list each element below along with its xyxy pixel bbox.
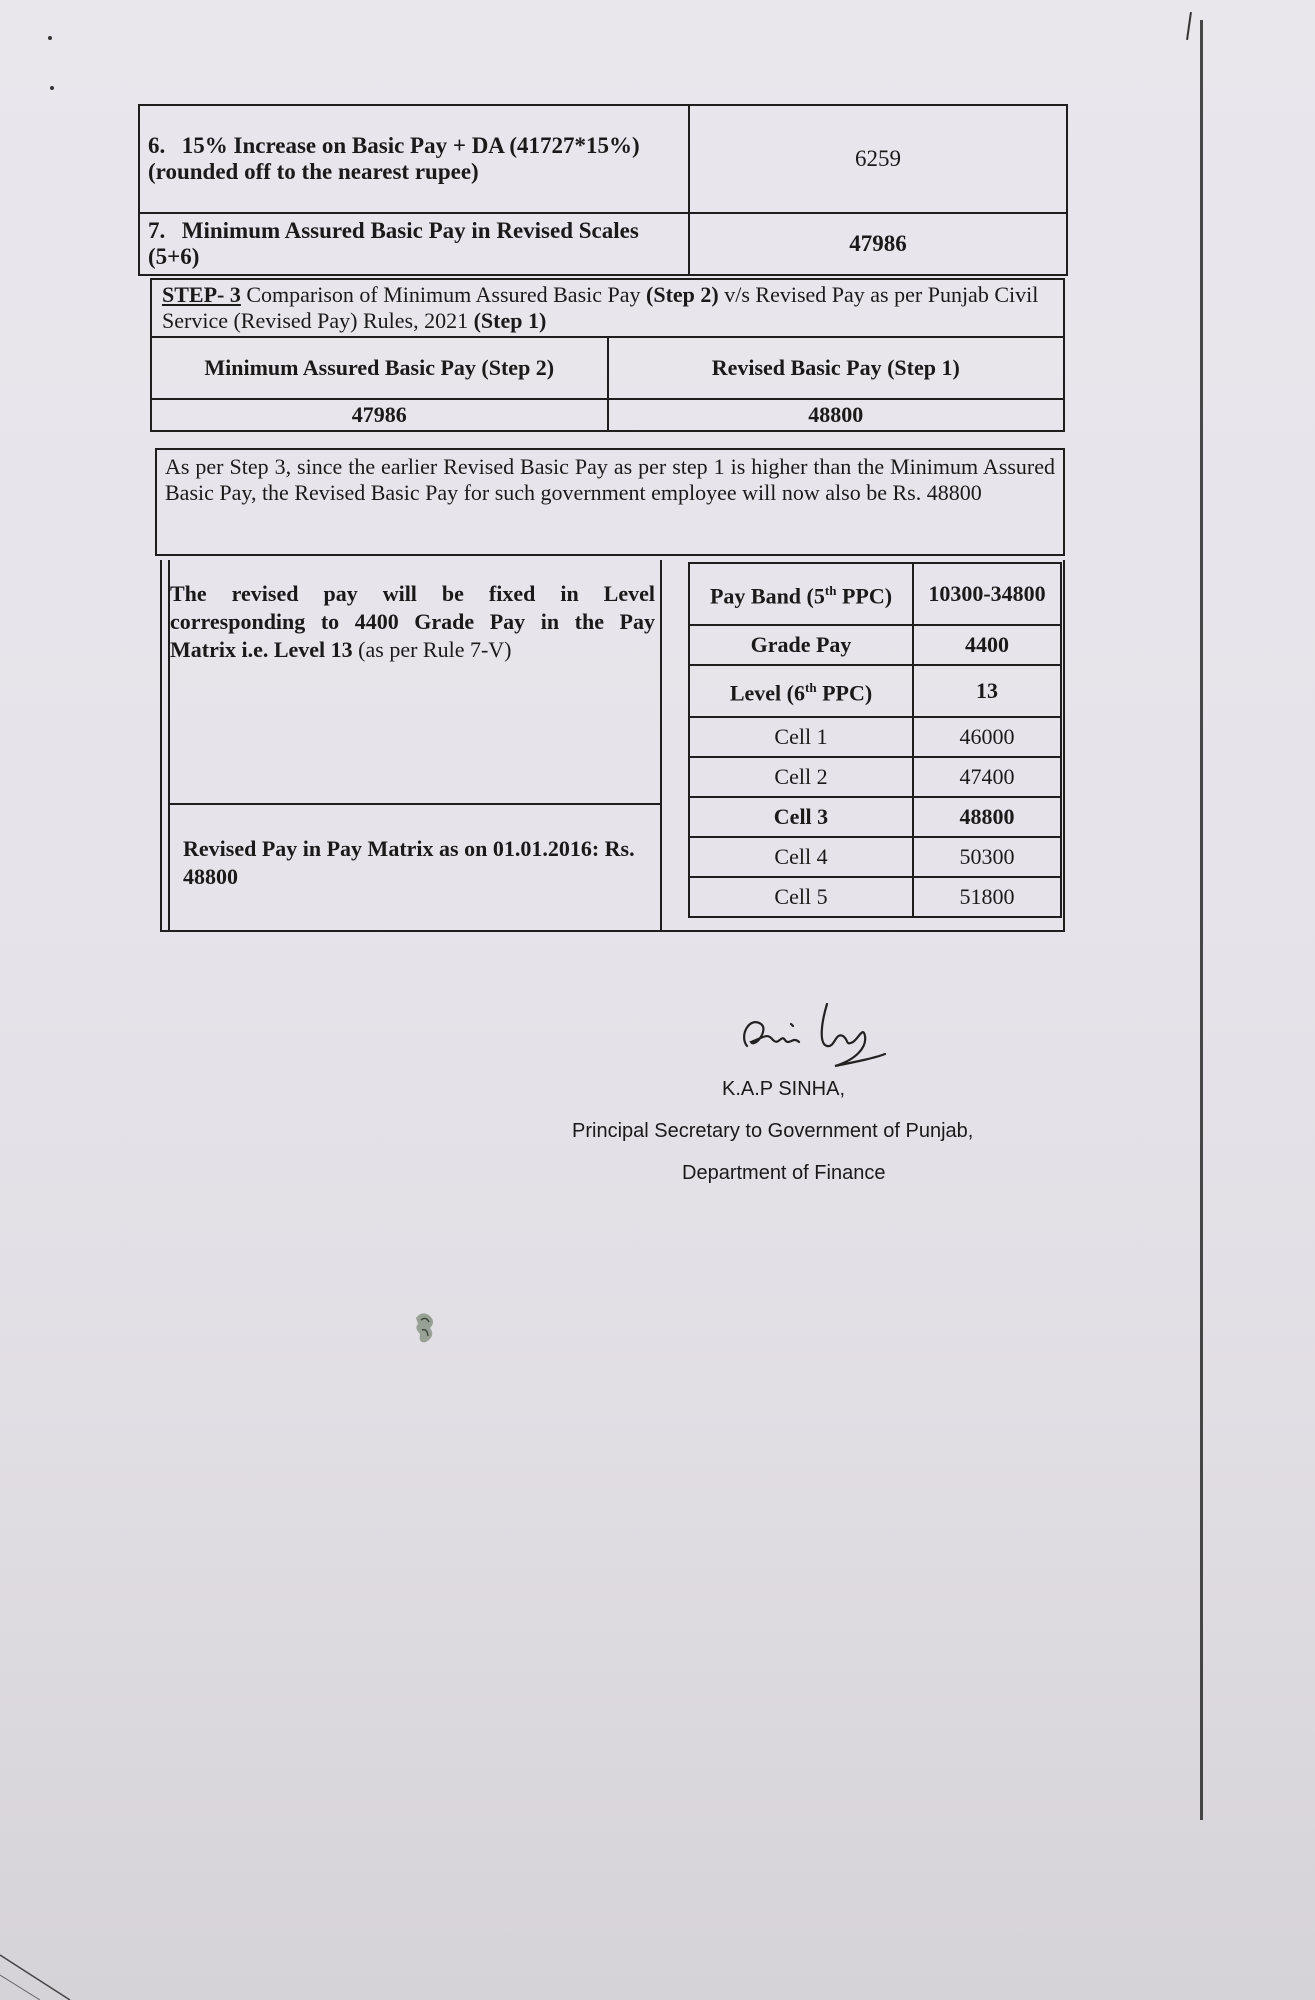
table-row (151, 399, 1064, 431)
cell-label: Cell 4 (689, 837, 913, 877)
fixation-divider (168, 803, 662, 805)
table-row (689, 837, 1061, 877)
signatory-title: Principal Secretary to Government of Punjab, (572, 1120, 974, 1142)
page-edge-line (1200, 20, 1203, 1820)
table-row (689, 625, 1061, 665)
fixation-statement: The revised pay will be fixed in Level corresponding to 4400 Grade Pay in the Pay Matrix i.e. Level 13 (170, 581, 655, 662)
pay-band-value: 10300-34800 (913, 563, 1061, 625)
level-value: 13 (913, 665, 1061, 717)
speck (48, 36, 52, 40)
step-label-cell (139, 213, 689, 275)
cell-value: 48800 (913, 797, 1061, 837)
cell-value: 51800 (913, 877, 1061, 917)
step-number: 6. (148, 133, 166, 158)
page-edge-mark (1186, 12, 1192, 40)
pay-steps-table (138, 104, 1068, 276)
min-assured-value: 47986 (151, 399, 608, 431)
table-row (689, 797, 1061, 837)
step-label: 15% Increase on Basic Pay + DA (41727*15%) (rounded off to the nearest rupee) (148, 133, 640, 184)
table-row (689, 665, 1061, 717)
step3-caption (151, 279, 1064, 337)
cell-value: 46000 (913, 717, 1061, 757)
table-row (689, 757, 1061, 797)
grade-pay-label: Grade Pay (689, 625, 913, 665)
pay-matrix-table (688, 562, 1062, 918)
speck (50, 86, 54, 90)
ink-smudge (412, 1310, 438, 1346)
fixation-text (170, 580, 655, 664)
caption-part: v/s Revised Pay as per Punjab Civil Service (Revised Pay) Rules, 2021 (162, 282, 1039, 333)
step3-comparison-table (150, 278, 1065, 432)
signatory-department: Department of Finance (682, 1162, 886, 1184)
signature-image (735, 996, 895, 1074)
caption-part: (Step 1) (473, 308, 547, 333)
level-label: Level (6th PPC) (689, 665, 913, 717)
step-label-cell (139, 105, 689, 213)
caption-part: (Step 2) (646, 282, 719, 307)
cell-label: Cell 5 (689, 877, 913, 917)
step3-heading: STEP- 3 (162, 282, 241, 307)
table-row (139, 213, 1067, 275)
table-row (151, 279, 1064, 337)
signatory-name: K.A.P SINHA, (722, 1078, 846, 1100)
revised-basic-value: 48800 (608, 399, 1065, 431)
table-row (139, 105, 1067, 213)
fixation-rule: (as per Rule 7-V) (352, 637, 512, 662)
table-row (689, 877, 1061, 917)
step-label: Minimum Assured Basic Pay in Revised Scales (5+6) (148, 218, 639, 269)
table-row (689, 717, 1061, 757)
page-corner-fold (0, 1945, 140, 2000)
step-number: 7. (148, 218, 166, 243)
cell-label: Cell 1 (689, 717, 913, 757)
pay-band-label: Pay Band (5th PPC) (689, 563, 913, 625)
caption-part: Comparison of Minimum Assured Basic Pay (240, 282, 647, 307)
cell-value: 47400 (913, 757, 1061, 797)
column-header: Revised Basic Pay (Step 1) (608, 337, 1065, 399)
cell-value: 50300 (913, 837, 1061, 877)
column-header: Minimum Assured Basic Pay (Step 2) (151, 337, 608, 399)
table-row (689, 563, 1061, 625)
step-value: 6259 (689, 105, 1067, 213)
table-row (151, 337, 1064, 399)
cell-label: Cell 2 (689, 757, 913, 797)
step3-note: As per Step 3, since the earlier Revised Basic Pay as per step 1 is higher than the Minimum Assured Basic Pay, the Revised Basic Pay for such government employee will now also be Rs. 48800 (155, 448, 1065, 556)
revised-pay-text: Revised Pay in Pay Matrix as on 01.01.2016: Rs. 48800 (183, 836, 635, 889)
step-value: 47986 (689, 213, 1067, 275)
cell-label: Cell 3 (689, 797, 913, 837)
grade-pay-value: 4400 (913, 625, 1061, 665)
